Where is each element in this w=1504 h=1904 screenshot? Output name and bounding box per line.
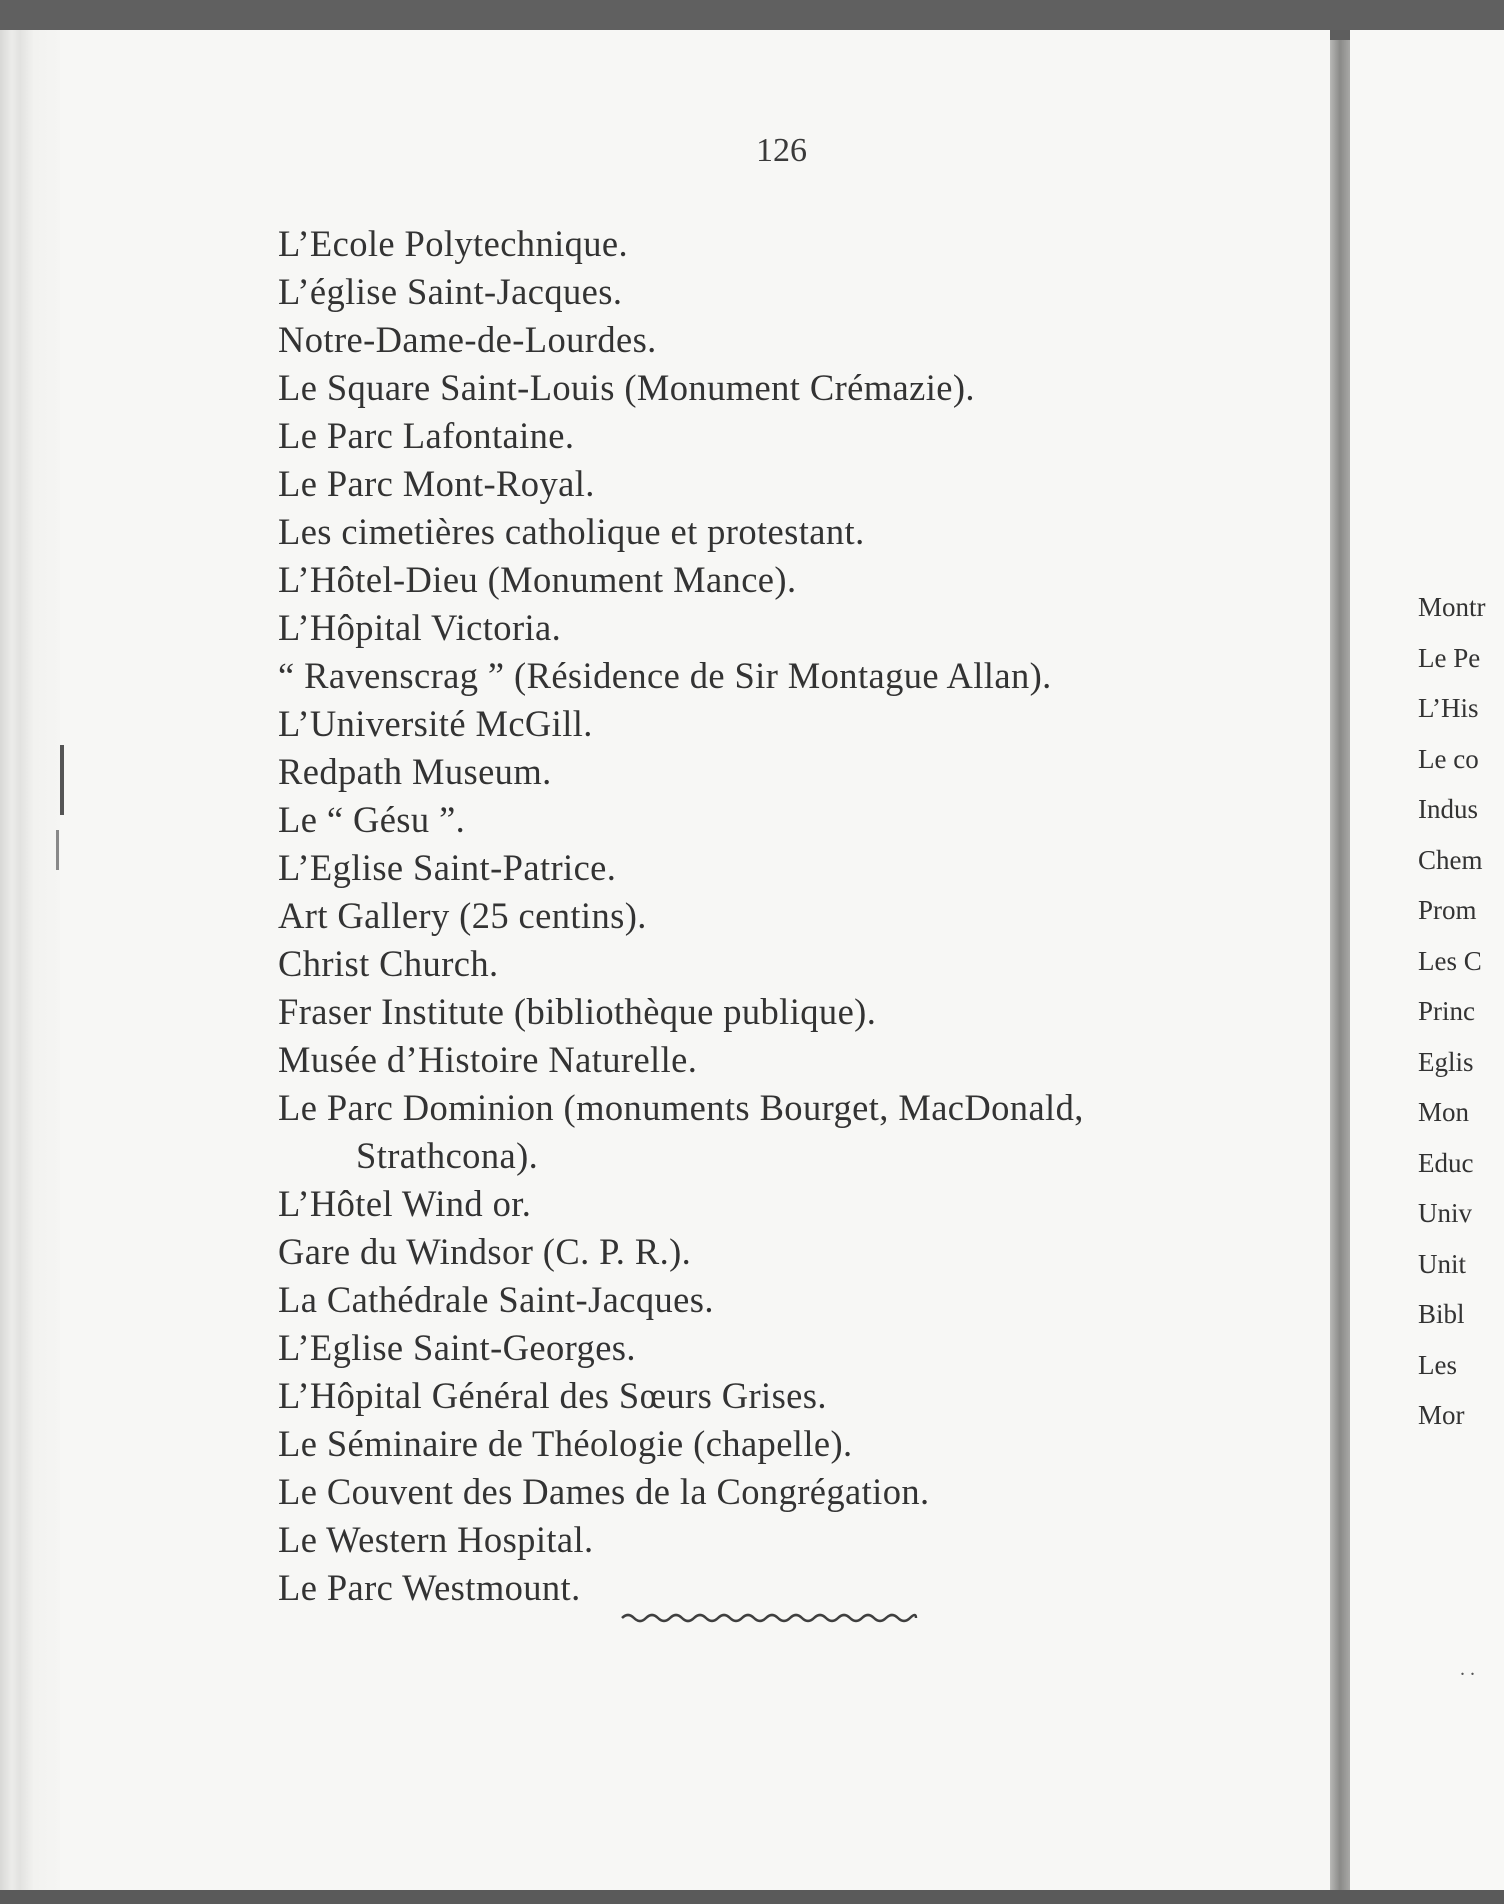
- fragment-line: Bibl: [1418, 1299, 1465, 1329]
- fragment-line: Les C: [1418, 945, 1482, 976]
- list-item: L’Eglise Saint-Georges.: [278, 1327, 636, 1368]
- list-item-continuation: Strathcona).: [356, 1135, 539, 1176]
- fragment-line: Eglis: [1418, 1046, 1474, 1077]
- scan-frame-bottom: [0, 1890, 1504, 1904]
- page-edge-shadow: [0, 30, 60, 1890]
- list-item: Le Square Saint-Louis (Monument Crémazie).: [278, 367, 975, 408]
- facing-page-fragments: [1418, 582, 1486, 1441]
- list-item: Art Gallery (25 centins).: [278, 895, 647, 936]
- list-item: Christ Church.: [278, 943, 499, 984]
- landmarks-list: [278, 220, 1308, 1612]
- list-item: L’Hôtel-Dieu (Monument Mance).: [278, 559, 797, 600]
- fragment-line: Montr: [1418, 592, 1486, 622]
- fragment-line: Chem: [1418, 844, 1483, 875]
- list-item: Fraser Institute (bibliothèque publique).: [278, 991, 877, 1032]
- page-number: 126: [756, 132, 807, 169]
- book-gutter: [1330, 40, 1350, 1890]
- list-item: Le Séminaire de Théologie (chapelle).: [278, 1423, 853, 1464]
- fragment-line: Univ: [1418, 1198, 1472, 1228]
- fragment-line: Les: [1418, 1349, 1457, 1380]
- fragment-line: Princ: [1418, 996, 1475, 1026]
- margin-mark-secondary: [56, 830, 59, 870]
- list-item: Redpath Museum.: [278, 751, 552, 792]
- list-item: L’Ecole Polytechnique.: [278, 223, 629, 264]
- margin-mark: [60, 745, 64, 815]
- list-item: L’Université McGill.: [278, 703, 593, 744]
- list-item: Musée d’Histoire Naturelle.: [278, 1039, 698, 1080]
- fragment-line: L’His: [1418, 693, 1479, 723]
- list-item: Le Couvent des Dames de la Congrégation.: [278, 1471, 930, 1512]
- fragment-line: Mon: [1418, 1097, 1470, 1127]
- fragment-line: Unit: [1418, 1248, 1467, 1279]
- fragment-line: Indus: [1418, 794, 1478, 824]
- fragment-line: Prom: [1418, 895, 1477, 925]
- list-item: L’Hôpital Victoria.: [278, 607, 562, 648]
- list-item: Gare du Windsor (C. P. R.).: [278, 1231, 692, 1272]
- list-item-line: Le Parc Dominion (monuments Bourget, MacDonald,: [278, 1087, 1084, 1128]
- list-item: L’Hôtel Wind or.: [278, 1183, 532, 1224]
- list-item: Le Parc Mont-Royal.: [278, 463, 595, 504]
- fragment-line: Le Pe: [1418, 642, 1481, 673]
- list-item: Le “ Gésu ”.: [278, 799, 466, 840]
- list-item: L’église Saint-Jacques.: [278, 271, 623, 312]
- list-item: La Cathédrale Saint-Jacques.: [278, 1279, 714, 1320]
- list-item: Le Parc Lafontaine.: [278, 415, 575, 456]
- facing-page-dots: . .: [1460, 1658, 1475, 1680]
- wavy-rule-ornament: [620, 1608, 918, 1628]
- list-item: Le Parc Westmount.: [278, 1567, 581, 1608]
- fragment-line: Le co: [1418, 743, 1479, 774]
- fragment-line: Educ: [1418, 1147, 1474, 1178]
- list-item: “ Ravenscrag ” (Résidence de Sir Montague Allan).: [278, 655, 1052, 696]
- list-item: Le Western Hospital.: [278, 1519, 594, 1560]
- fragment-line: Mor: [1418, 1400, 1465, 1430]
- list-item-wrapped: [278, 1084, 1308, 1180]
- scan-frame-top: [0, 0, 1504, 30]
- list-item: L’Eglise Saint-Patrice.: [278, 847, 617, 888]
- list-item: L’Hôpital Général des Sœurs Grises.: [278, 1375, 827, 1416]
- list-item: Les cimetières catholique et protestant.: [278, 511, 865, 552]
- list-item: Notre-Dame-de-Lourdes.: [278, 319, 657, 360]
